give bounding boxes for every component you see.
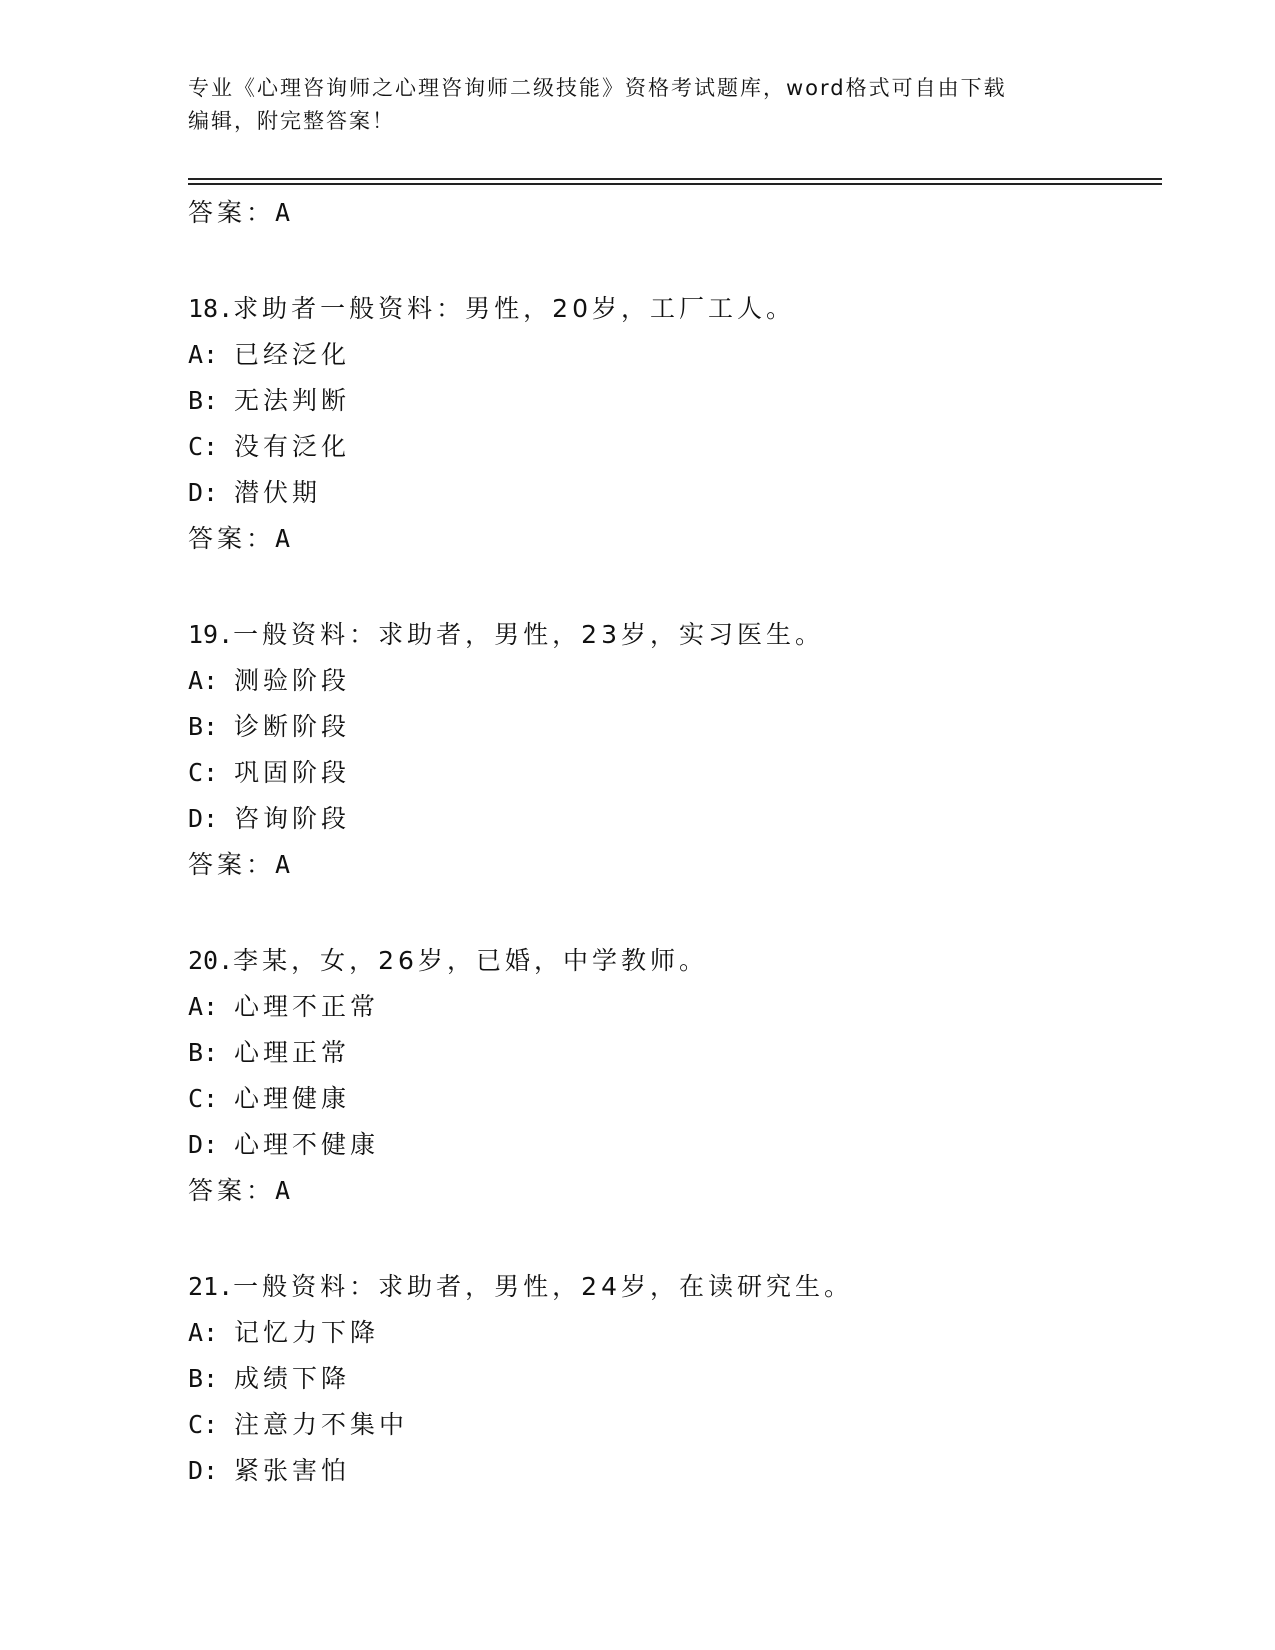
option-text: 心理不健康 — [234, 1130, 380, 1159]
option-b — [188, 378, 1148, 424]
question-number: 18. — [188, 294, 234, 323]
option-text: 诊断阶段 — [234, 712, 351, 741]
header-divider-top — [188, 178, 1162, 180]
option-a — [188, 332, 1148, 378]
question-number: 21. — [188, 1272, 234, 1301]
option-text: 心理不正常 — [234, 992, 380, 1021]
option-text: 成绩下降 — [234, 1364, 351, 1393]
option-text: 无法判断 — [234, 386, 351, 415]
option-letter: B: — [188, 1038, 219, 1067]
question-stem: 一般资料：求助者，男性，23岁，实习医生。 — [233, 620, 824, 649]
option-letter: C: — [188, 758, 219, 787]
header-line-2: 编辑，附完整答案！ — [188, 109, 395, 133]
option-text: 没有泛化 — [234, 432, 351, 461]
option-letter: C: — [188, 1410, 219, 1439]
option-c — [188, 750, 1148, 796]
option-text: 巩固阶段 — [234, 758, 351, 787]
option-c — [188, 1402, 1148, 1448]
option-c — [188, 1076, 1148, 1122]
option-b — [188, 1030, 1148, 1076]
question-stem: 李某，女，26岁，已婚，中学教师。 — [233, 946, 708, 975]
option-text: 紧张害怕 — [234, 1456, 351, 1485]
answer-label: 答案： — [188, 850, 276, 879]
option-letter: B: — [188, 386, 219, 415]
answer-line — [188, 1168, 1148, 1214]
question-text — [188, 612, 1148, 658]
header-line-1: 专业《心理咨询师之心理咨询师二级技能》资格考试题库，word格式可自由下载 — [188, 76, 1007, 100]
option-d — [188, 470, 1148, 516]
answer-value: A — [275, 198, 291, 227]
option-text: 已经泛化 — [234, 340, 351, 369]
option-letter: A: — [188, 992, 219, 1021]
option-text: 咨询阶段 — [234, 804, 351, 833]
option-letter: C: — [188, 432, 219, 461]
option-letter: A: — [188, 340, 219, 369]
option-text: 测验阶段 — [234, 666, 351, 695]
option-letter: B: — [188, 712, 219, 741]
question-text — [188, 938, 1148, 984]
option-a — [188, 984, 1148, 1030]
answer-label: 答案： — [188, 198, 276, 227]
option-letter: D: — [188, 478, 219, 507]
option-b — [188, 1356, 1148, 1402]
header-divider-bottom — [188, 183, 1162, 185]
option-letter: B: — [188, 1364, 219, 1393]
option-letter: D: — [188, 1130, 219, 1159]
option-letter: A: — [188, 1318, 219, 1347]
option-c — [188, 424, 1148, 470]
option-text: 潜伏期 — [234, 478, 322, 507]
option-a — [188, 658, 1148, 704]
question-text — [188, 286, 1148, 332]
answer-label: 答案： — [188, 524, 276, 553]
option-b — [188, 704, 1148, 750]
option-text: 心理健康 — [234, 1084, 351, 1113]
option-text: 记忆力下降 — [234, 1318, 380, 1347]
option-letter: D: — [188, 804, 219, 833]
answer-value: A — [275, 1176, 291, 1205]
question-number: 20. — [188, 946, 234, 975]
question-number: 19. — [188, 620, 234, 649]
option-d — [188, 1122, 1148, 1168]
option-text: 心理正常 — [234, 1038, 351, 1067]
option-a — [188, 1310, 1148, 1356]
option-letter: A: — [188, 666, 219, 695]
answer-line — [188, 842, 1148, 888]
option-letter: D: — [188, 1456, 219, 1485]
option-d — [188, 796, 1148, 842]
question-stem: 求助者一般资料：男性，20岁，工厂工人。 — [233, 294, 795, 323]
answer-label: 答案： — [188, 1176, 276, 1205]
option-text: 注意力不集中 — [234, 1410, 409, 1439]
option-d — [188, 1448, 1148, 1494]
document-header — [188, 72, 1088, 138]
answer-line — [188, 190, 1148, 236]
answer-value: A — [275, 524, 291, 553]
answer-line — [188, 516, 1148, 562]
answer-value: A — [275, 850, 291, 879]
question-stem: 一般资料：求助者，男性，24岁，在读研究生。 — [233, 1272, 853, 1301]
question-list — [188, 190, 1148, 1494]
question-text — [188, 1264, 1148, 1310]
option-letter: C: — [188, 1084, 219, 1113]
